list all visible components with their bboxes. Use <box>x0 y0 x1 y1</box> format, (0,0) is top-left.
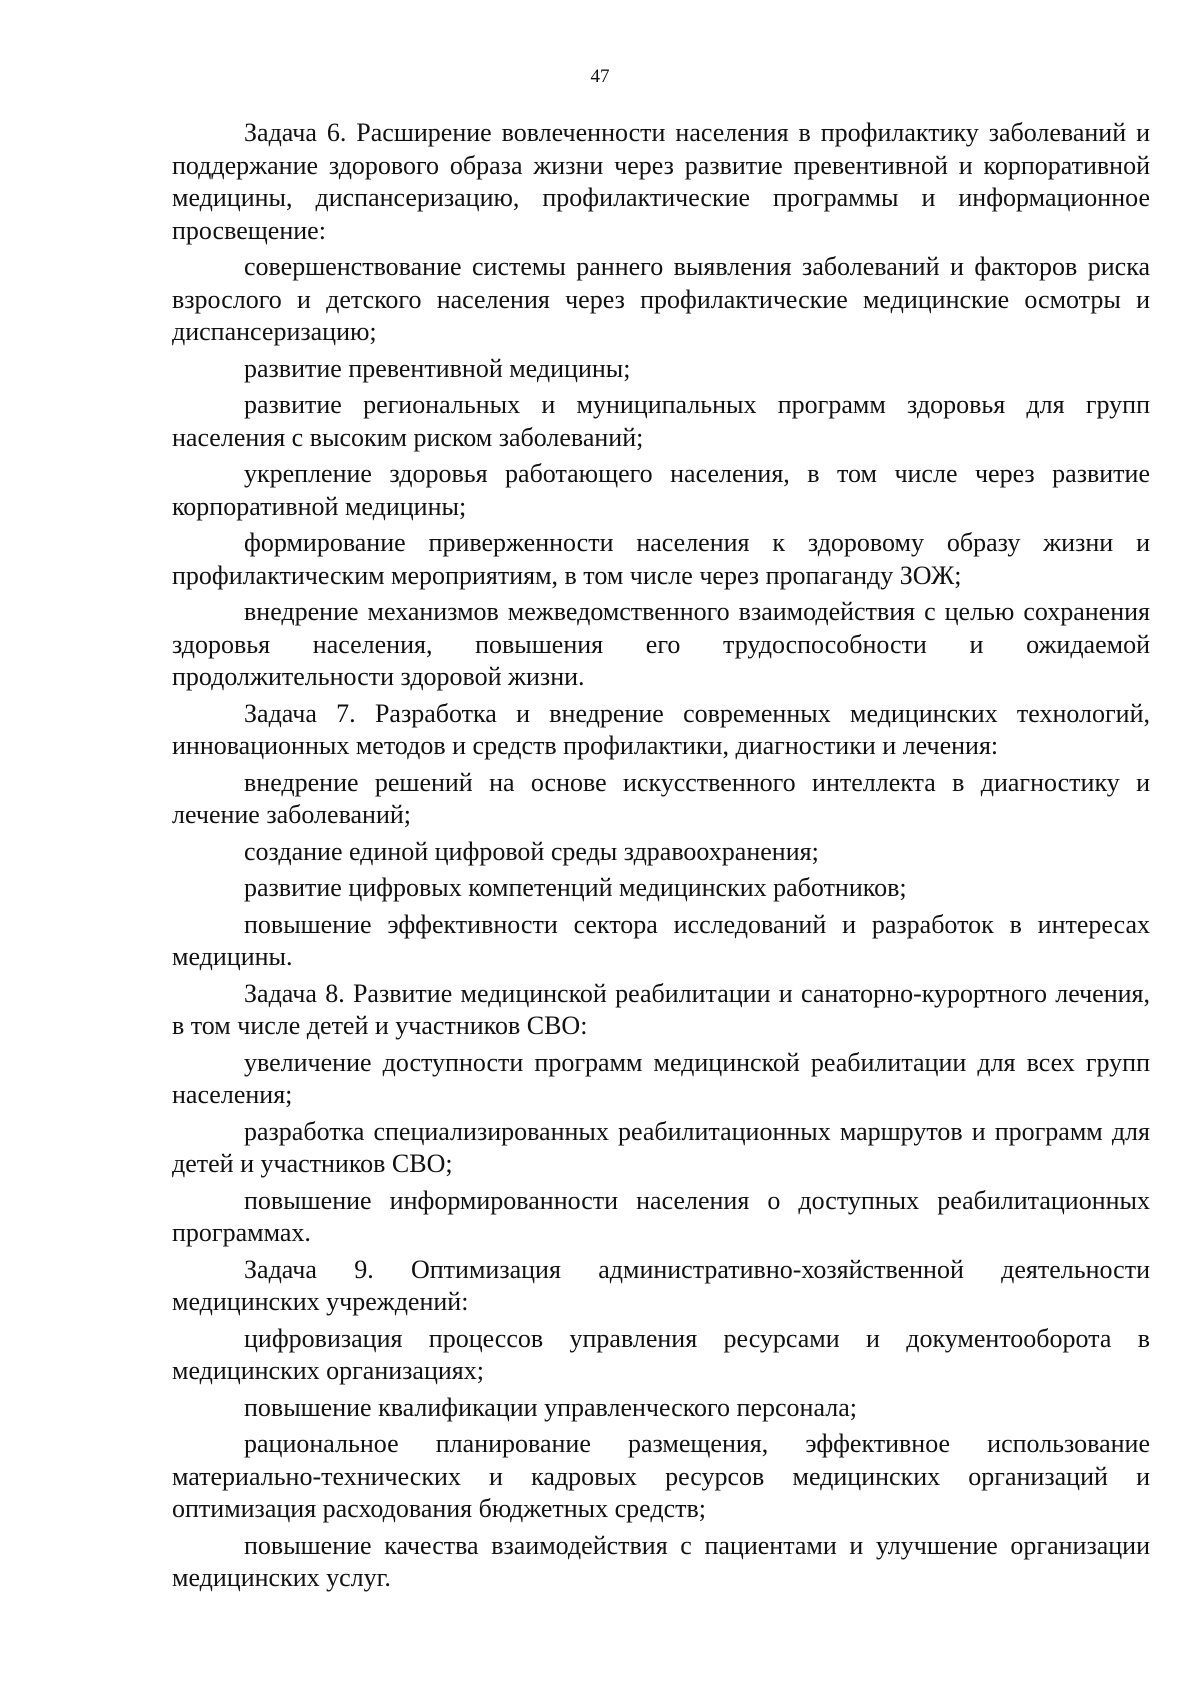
document-body <box>172 117 1150 1595</box>
task-7-item-ai: внедрение решений на основе искусственного интеллекта в диагностику и лечение заболеваний; <box>172 767 1150 829</box>
task-7-item-digital-competencies: развитие цифровых компетенций медицинских работников; <box>244 873 907 902</box>
task-9-heading: Задача 9. Оптимизация административно-хозяйственной деятельности медицинских учреждений: <box>172 1254 1150 1316</box>
task-9-item-qualification: повышение квалификации управленческого персонала; <box>244 1392 857 1422</box>
task-8-item-awareness: повышение информированности населения о доступных реабилитационных программах. <box>172 1185 1150 1247</box>
page-number: 47 <box>590 66 610 87</box>
task-6-item-interagency: внедрение механизмов межведомственного взаимодействия с целью сохранения здоровья населения, повышения его трудоспособности и ожидаемой продолжительности здоровой жизни. <box>172 597 1150 691</box>
task-6-heading: Задача 6. Расширение вовлеченности населения в профилактику заболеваний и поддержание здорового образа жизни через развитие превентивной и корпоративной медицины, диспансеризацию, профилактические программы и информационное просвещение: <box>172 118 1150 245</box>
task-6-item-preventive-medicine: развитие превентивной медицины; <box>244 353 631 383</box>
task-6-item-early-detection: совершенствование системы раннего выявления заболеваний и факторов риска взрослого и детского населения через профилактические медицинские осмотры и диспансеризацию; <box>172 252 1150 346</box>
task-8-item-accessibility: увеличение доступности программ медицинской реабилитации для всех групп населения; <box>172 1047 1150 1109</box>
task-6-item-healthy-lifestyle: формирование приверженности населения к здоровому образу жизни и профилактическим мероприятиям, в том числе через пропаганду ЗОЖ; <box>172 528 1150 590</box>
task-6-item-corporate-medicine: укрепление здоровья работающего населения, в том числе через развитие корпоративной медицины; <box>172 459 1150 521</box>
task-7-item-research: повышение эффективности сектора исследований и разработок в интересах медицины. <box>172 909 1150 971</box>
task-8-heading: Задача 8. Развитие медицинской реабилитации и санаторно-курортного лечения, в том числе детей и участников СВО: <box>172 978 1150 1040</box>
task-7-item-digital-environment: создание единой цифровой среды здравоохранения; <box>244 836 819 866</box>
task-6-item-health-programs: развитие региональных и муниципальных программ здоровья для групп населения с высоким риском заболеваний; <box>172 390 1150 452</box>
task-9-item-digitalization: цифровизация процессов управления ресурсами и документооборота в медицинских организациях; <box>172 1323 1150 1385</box>
task-9-item-resource-planning: рациональное планирование размещения, эффективное использование материально-технических и кадровых ресурсов медицинских организаций и оптимизация расходования бюджетных средств; <box>172 1429 1150 1523</box>
task-8-item-routes: разработка специализированных реабилитационных маршрутов и программ для детей и участников СВО; <box>172 1116 1150 1178</box>
task-9-item-patient-interaction: повышение качества взаимодействия с пациентами и улучшение организации медицинских услуг. <box>172 1530 1150 1592</box>
task-7-heading: Задача 7. Разработка и внедрение современных медицинских технологий, инновационных методов и средств профилактики, диагностики и лечения: <box>172 698 1150 760</box>
